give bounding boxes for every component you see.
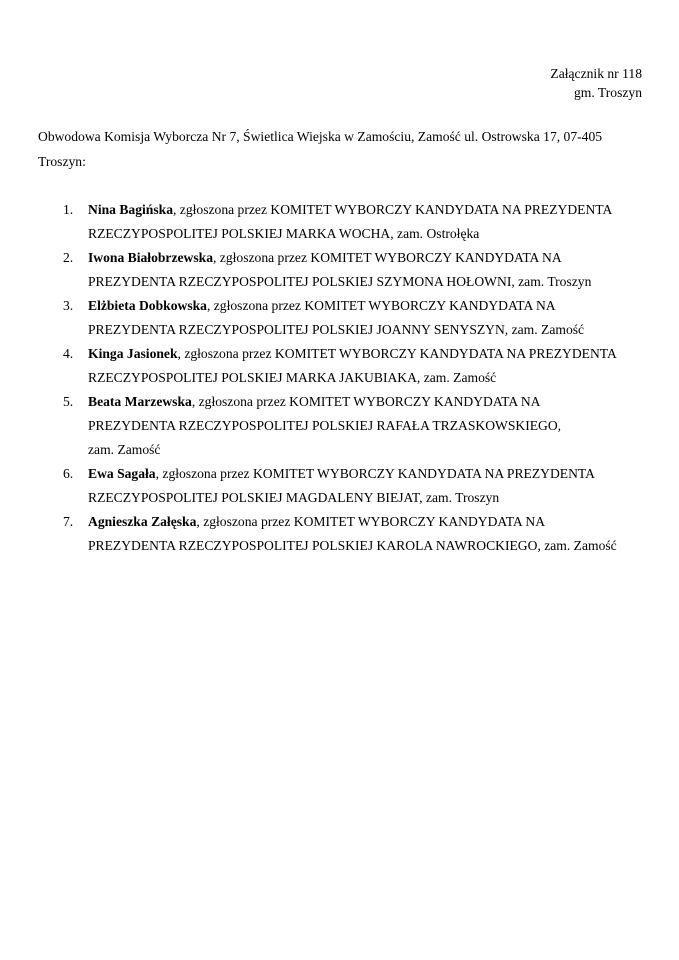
member-number: 1.: [63, 202, 74, 217]
attachment-block: [550, 64, 642, 102]
intro-line-1: Obwodowa Komisja Wyborcza Nr 7, Świetlica Wiejska w Zamościu, Zamość ul. Ostrowska 17, 07-405: [38, 129, 603, 144]
member-line-2: RZECZYPOSPOLITEJ POLSKIEJ MARKA WOCHA, zam. Ostrołęka: [88, 226, 480, 241]
member-line-1: , zgłoszona przez KOMITET WYBORCZY KANDYDATA NA: [206, 298, 556, 313]
member-number: 7.: [63, 514, 74, 529]
member-line-3: zam. Zamość: [88, 442, 161, 457]
member-entry-text: [88, 462, 643, 510]
member-line-2: PREZYDENTA RZECZYPOSPOLITEJ POLSKIEJ RAFAŁA TRZASKOWSKIEGO,: [88, 418, 562, 433]
member-name: Beata Marzewska: [88, 394, 192, 409]
member-line-1: , zgłoszona przez KOMITET WYBORCZY KANDYDATA NA: [196, 514, 546, 529]
member-line-1: , zgłoszona przez KOMITET WYBORCZY KANDYDATA NA PREZYDENTA: [177, 346, 617, 361]
member-name: Kinga Jasionek: [88, 346, 178, 361]
list-item: [63, 294, 643, 342]
attachment-municipality: gm. Troszyn: [574, 85, 642, 100]
member-number: 4.: [63, 346, 74, 361]
member-line-1: , zgłoszona przez KOMITET WYBORCZY KANDYDATA NA PREZYDENTA: [173, 202, 613, 217]
member-line-1: , zgłoszona przez KOMITET WYBORCZY KANDYDATA NA: [213, 250, 562, 265]
member-number: 6.: [63, 466, 74, 481]
list-item: [63, 510, 643, 558]
member-name: Iwona Białobrzewska: [88, 250, 213, 265]
member-list: [63, 198, 643, 558]
member-line-2: RZECZYPOSPOLITEJ POLSKIEJ MAGDALENY BIEJAT, zam. Troszyn: [88, 490, 500, 505]
member-entry-text: [88, 342, 643, 390]
member-entry-text: [88, 198, 643, 246]
member-entry-text: [88, 294, 643, 342]
member-entry-text: [88, 510, 643, 558]
member-line-1: , zgłoszona przez KOMITET WYBORCZY KANDYDATA NA PREZYDENTA: [155, 466, 595, 481]
member-name: Nina Bagińska: [88, 202, 173, 217]
list-item: [63, 342, 643, 390]
list-item: [63, 462, 643, 510]
member-entry-text: [88, 390, 643, 462]
member-line-2: RZECZYPOSPOLITEJ POLSKIEJ MARKA JAKUBIAKA, zam. Zamość: [88, 370, 497, 385]
member-number: 5.: [63, 394, 74, 409]
member-name: Elżbieta Dobkowska: [88, 298, 207, 313]
member-line-2: PREZYDENTA RZECZYPOSPOLITEJ POLSKIEJ SZYMONA HOŁOWNI, zam. Troszyn: [88, 274, 592, 289]
member-entry-text: [88, 246, 643, 294]
list-item: [63, 246, 643, 294]
attachment-number: Załącznik nr 118: [550, 66, 642, 81]
member-name: Agnieszka Załęska: [88, 514, 197, 529]
member-line-2: PREZYDENTA RZECZYPOSPOLITEJ POLSKIEJ JOANNY SENYSZYN, zam. Zamość: [88, 322, 585, 337]
member-number: 2.: [63, 250, 74, 265]
member-number: 3.: [63, 298, 74, 313]
intro-line-2: Troszyn:: [38, 154, 86, 169]
member-line-1: , zgłoszona przez KOMITET WYBORCZY KANDYDATA NA: [191, 394, 541, 409]
list-item: [63, 390, 643, 462]
commission-intro: [38, 124, 638, 174]
list-item: [63, 198, 643, 246]
member-line-2: PREZYDENTA RZECZYPOSPOLITEJ POLSKIEJ KAROLA NAWROCKIEGO, zam. Zamość: [88, 538, 617, 553]
member-name: Ewa Sagała: [88, 466, 156, 481]
